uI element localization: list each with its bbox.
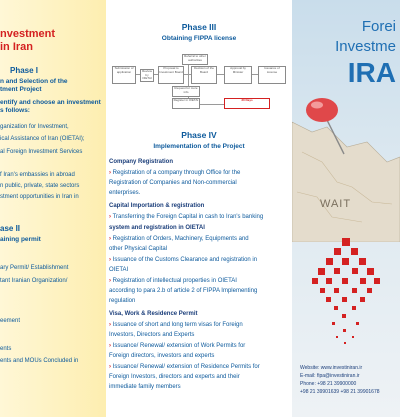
bullet-arrow-icon: › <box>109 236 111 242</box>
list-item-cont: Foreign Investors, directors and experts and their <box>109 374 240 380</box>
diagram-box-deadline: 30 Days <box>224 98 270 109</box>
list-item-cont: system and registration in OIETAI <box>109 225 205 231</box>
bullet-arrow-icon: › <box>109 364 111 370</box>
cover-title-line2: Investme <box>335 38 396 55</box>
bullet-arrow-icon: › <box>109 343 111 349</box>
phase1-line: stment opportunities in Iran in <box>0 194 79 200</box>
red-arrow-logo-icon <box>312 238 380 356</box>
phase2-line: ents and MOUs Concluded in <box>0 358 79 364</box>
map-pushpin-illustration <box>292 92 400 242</box>
phase2-subtitle: aining permit <box>0 236 41 243</box>
diagram-box: Register in OIETAI <box>172 98 200 109</box>
list-item-cont: regulation <box>109 298 136 304</box>
phase1-line: s follows: <box>0 107 30 114</box>
phase4-subtitle: Implementation of the Project <box>153 143 245 150</box>
contact-website: Website: www.investiniran.ir <box>300 365 363 371</box>
bullet-arrow-icon: › <box>109 322 111 328</box>
contact-phone: Phone: +98 21 39900000 <box>300 381 357 387</box>
list-item-cont: enterprises. <box>109 190 141 196</box>
phase2-line: eement <box>0 318 21 324</box>
phase2-line: ary Permit/ Establishment <box>0 265 69 271</box>
capital-heading: Capital Importation & registration <box>109 203 205 209</box>
phase4-heading: Phase IV <box>181 130 217 140</box>
phase1-line: ganization for Investment, <box>0 124 69 130</box>
contact-email: E-mail: fipa@investiniran.ir <box>300 373 360 379</box>
phase1-line: n public, private, state sectors <box>0 183 80 189</box>
list-item: Registration of a company through Office for the <box>112 170 241 176</box>
list-item: Issuance/ Renewal/ extension of Work Permits for <box>112 343 246 349</box>
company-registration-heading: Company Registration <box>109 159 174 165</box>
brochure-title-line1: nvestment <box>0 28 56 40</box>
list-item-cont: immediate family members <box>109 384 181 390</box>
list-item-cont: Foreign directors, investors and experts <box>109 353 215 359</box>
phase1-line: f Iran's embassies in abroad <box>0 172 75 178</box>
map-label: WAIT <box>320 198 352 210</box>
phase1-heading: Phase I <box>10 66 39 75</box>
list-item: Issuance/ Renewal/ extension of Residence Permits for <box>112 364 260 370</box>
diagram-box: Decision of the Board <box>191 66 217 84</box>
bullet-arrow-icon: › <box>109 278 111 284</box>
fippa-process-diagram <box>112 52 288 118</box>
list-item: Transferring the Foreign Capital in cash to Iran's banking <box>112 214 264 220</box>
phase1-subtitle-1: n and Selection of the <box>0 78 68 85</box>
list-item-cont: OIETAI <box>109 267 129 273</box>
phase1-subtitle-2: tment Project <box>0 86 42 93</box>
visa-heading: Visa, Work & Residence Permit <box>109 311 198 317</box>
list-item-cont: Investors, Directors and Experts <box>109 332 195 338</box>
diagram-box: Request for more info <box>172 86 200 97</box>
list-item-cont: other Physical Capital <box>109 246 168 252</box>
diagram-box: Referral to other authorities <box>182 54 208 65</box>
diagram-box: Review by OIETAI <box>140 69 154 82</box>
phase2-line: ents <box>0 346 12 352</box>
cover-title-line3: IRA <box>347 57 396 88</box>
list-item: Registration of Orders, Machinery, Equipments and <box>112 236 249 242</box>
phase2-heading: ase II <box>0 224 21 233</box>
list-item-cont: Registration of Companies and Non-commercial <box>109 180 237 186</box>
list-item-cont: according to para 2.b of article 2 of FIPPA Implementing <box>109 288 258 294</box>
bullet-arrow-icon: › <box>109 214 111 220</box>
diagram-box: Proposal to Investment Board <box>158 66 184 84</box>
cover-title-line1: Forei <box>361 18 396 35</box>
left-panel <box>0 0 106 417</box>
contact-fax: +98 21 39901639 +98 21 39901678 <box>300 389 380 395</box>
phase3-subtitle: Obtaining FIPPA license <box>161 35 237 42</box>
phase1-line: entify and choose an investment <box>0 99 101 106</box>
phase3-heading: Phase III <box>181 22 217 32</box>
bullet-arrow-icon: › <box>109 170 111 176</box>
phase2-line: tant Iranian Organization/ <box>0 278 68 284</box>
middle-panel <box>106 0 292 417</box>
bullet-arrow-icon: › <box>109 257 111 263</box>
pushpin-head-icon <box>306 98 338 122</box>
diagram-box: Submission of application <box>112 66 136 84</box>
diagram-box: Approval by Minister <box>224 66 252 84</box>
diagram-box: Issuance of License <box>258 66 286 84</box>
list-item: Registration of intellectual properties in OIETAI <box>112 278 237 284</box>
phase1-line: al Foreign Investment Services <box>0 149 83 155</box>
brochure-title-line2: in Iran <box>0 41 34 53</box>
phase1-line: ical Assistance of Iran (OIETAI); <box>0 136 85 142</box>
list-item: Issuance of the Customs Clearance and registration in <box>112 257 258 263</box>
list-item: Issuance of short and long term visas for Foreign <box>112 322 243 328</box>
right-cover-panel <box>292 0 400 417</box>
